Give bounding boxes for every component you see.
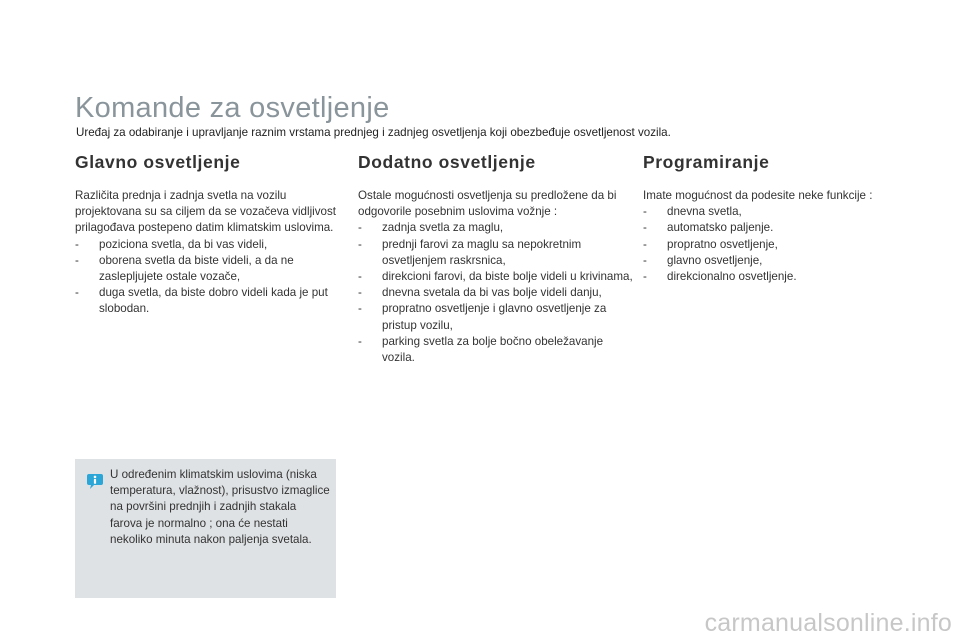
- bullet-list: [643, 204, 918, 285]
- list-item: [358, 285, 633, 301]
- bullet-dash: -: [643, 253, 647, 267]
- bullet-dash: -: [358, 302, 362, 316]
- section-heading: Glavno osvetljenje: [75, 152, 241, 172]
- list-item: [643, 269, 918, 285]
- bullet-list: [75, 237, 350, 318]
- list-item-text: propratno osvetljenje i glavno osvetljenje za pristup vozilu,: [382, 302, 607, 332]
- info-note-box: [75, 459, 336, 598]
- bullet-dash: -: [75, 237, 79, 251]
- column-glavno-osvetljenje: [75, 150, 350, 318]
- list-item-text: prednji farovi za maglu sa nepokretnim osvetljenjem raskrsnica,: [382, 237, 582, 267]
- info-note-text: U određenim klimatskim uslovima (niska temperatura, vlažnost), prisustvo izmaglice na površini prednjih i zadnjih stakala farova je normalno ; ona će nestati nekoliko minuta nakon paljenja svetala.: [110, 468, 330, 546]
- list-item: [75, 253, 350, 285]
- bullet-dash: -: [358, 221, 362, 235]
- bullet-dash: -: [643, 270, 647, 284]
- list-item-text: dnevna svetla,: [667, 205, 742, 219]
- watermark: carmanualsonline.info: [704, 609, 952, 637]
- list-item: [358, 301, 633, 333]
- list-item-text: zadnja svetla za maglu,: [382, 221, 504, 235]
- section-heading: Programiranje: [643, 152, 770, 172]
- list-item-text: duga svetla, da biste dobro videli kada je put slobodan.: [99, 286, 328, 316]
- list-item: [643, 220, 918, 236]
- list-item: [643, 237, 918, 253]
- page-title: Komande za osvetljenje: [75, 92, 390, 124]
- list-item: [358, 237, 633, 269]
- bullet-dash: -: [358, 237, 362, 251]
- list-item: [358, 269, 633, 285]
- list-item: [643, 253, 918, 269]
- bullet-list: [358, 220, 633, 366]
- bullet-dash: -: [75, 253, 79, 267]
- bullet-dash: -: [358, 286, 362, 300]
- section-heading: Dodatno osvetljenje: [358, 152, 536, 172]
- list-item: [358, 334, 633, 366]
- list-item-text: propratno osvetljenje,: [667, 237, 778, 251]
- list-item: [75, 285, 350, 317]
- info-icon: [86, 472, 104, 490]
- bullet-dash: -: [75, 286, 79, 300]
- column-programiranje: [643, 150, 918, 285]
- section-intro: Različita prednja i zadnja svetla na vozilu projektovana su sa ciljem da se vozačeva vidljivost prilagođava postepeno datim klimatskim uslovima.: [75, 189, 336, 235]
- section-intro: Ostale mogućnosti osvetljenja su predložene da bi odgovorile posebnim uslovima vožnje :: [358, 189, 617, 219]
- bullet-dash: -: [643, 205, 647, 219]
- list-item-text: glavno osvetljenje,: [667, 253, 763, 267]
- bullet-dash: -: [358, 270, 362, 284]
- list-item-text: direkcioni farovi, da biste bolje videli u krivinama,: [382, 270, 633, 284]
- list-item: [643, 204, 918, 220]
- list-item-text: dnevna svetala da bi vas bolje videli danju,: [382, 286, 602, 300]
- column-dodatno-osvetljenje: [358, 150, 633, 366]
- list-item-text: automatsko paljenje.: [667, 221, 774, 235]
- list-item: [358, 220, 633, 236]
- bullet-dash: -: [358, 334, 362, 348]
- bullet-dash: -: [643, 237, 647, 251]
- section-intro: Imate mogućnost da podesite neke funkcije :: [643, 189, 873, 202]
- list-item-text: parking svetla za bolje bočno obeležavanje vozila.: [382, 334, 604, 365]
- list-item-text: poziciona svetla, da bi vas videli,: [99, 237, 268, 251]
- list-item: [75, 237, 350, 253]
- list-item-text: direkcionalno osvetljenje.: [667, 270, 797, 284]
- page-subtitle: Uređaj za odabiranje i upravljanje raznim vrstama prednjeg i zadnjeg osvetljenja koji obezbeđuje osvetljenost vozila.: [76, 126, 671, 139]
- bullet-dash: -: [643, 221, 647, 235]
- list-item-text: oborena svetla da biste videli, a da ne zaslepljujete ostale vozače,: [99, 253, 294, 284]
